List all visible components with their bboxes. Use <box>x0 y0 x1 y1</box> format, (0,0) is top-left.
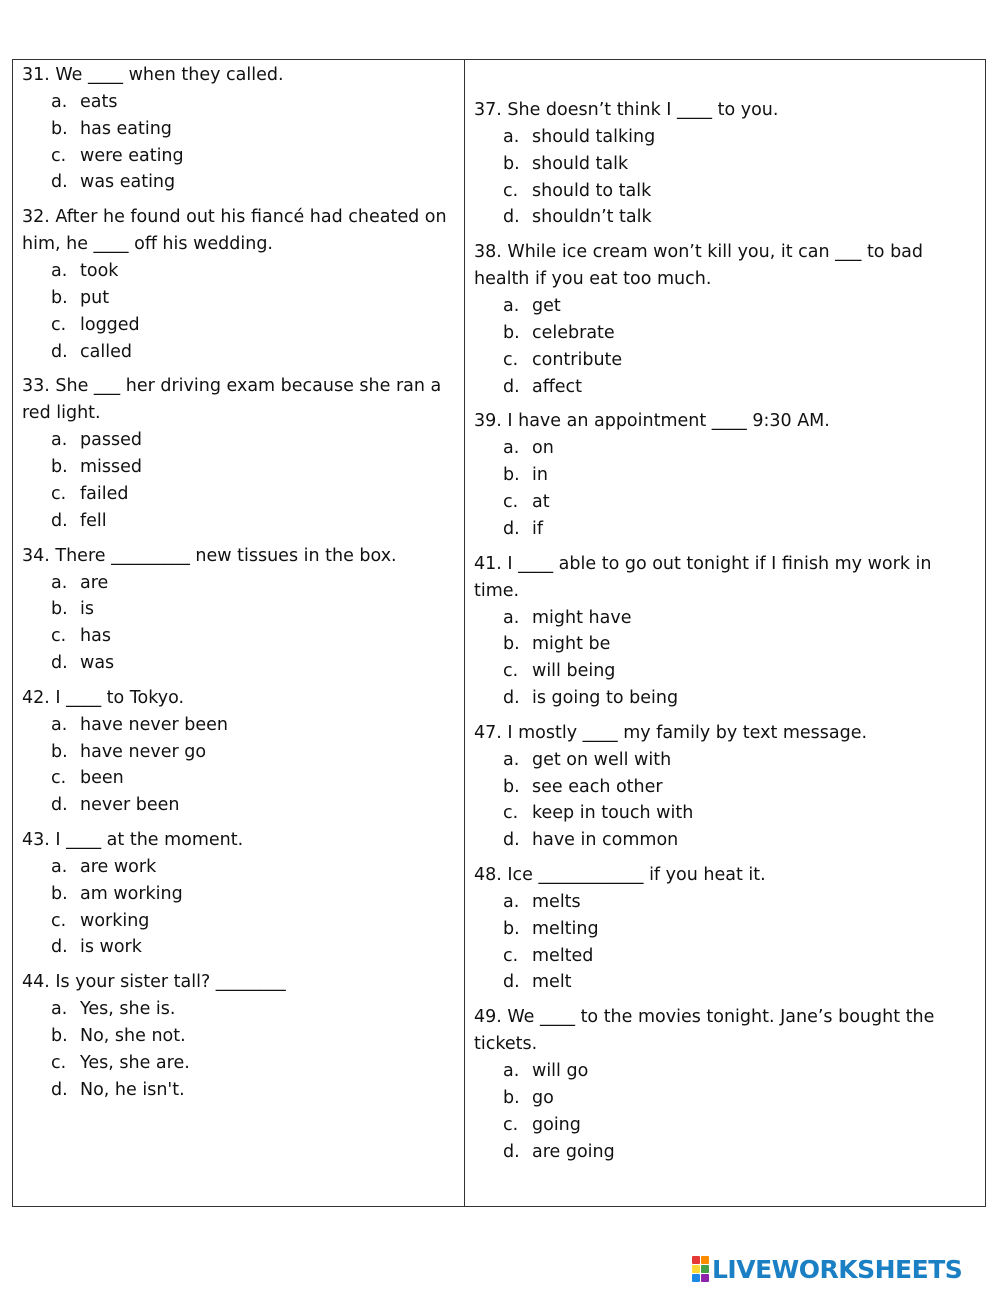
option-text: are going <box>532 1141 615 1162</box>
option-letter: a. <box>51 999 68 1020</box>
answer-option[interactable] <box>22 570 456 597</box>
option-text: failed <box>80 483 129 504</box>
option-letter: d. <box>51 937 68 958</box>
option-text: going <box>532 1114 581 1135</box>
answer-option[interactable] <box>22 258 456 285</box>
answer-option[interactable] <box>22 143 456 170</box>
answer-option[interactable] <box>22 508 456 535</box>
answer-option[interactable] <box>22 1050 456 1077</box>
question-block <box>22 204 456 365</box>
option-letter: d. <box>51 172 68 193</box>
answer-options <box>22 89 456 196</box>
answer-option[interactable] <box>474 462 973 489</box>
answer-option[interactable] <box>474 435 973 462</box>
option-letter: b. <box>51 741 68 762</box>
option-text: get <box>532 296 561 317</box>
answer-options <box>22 996 456 1103</box>
answer-option[interactable] <box>22 481 456 508</box>
answer-options <box>474 889 973 996</box>
option-letter: c. <box>503 661 519 682</box>
option-letter: a. <box>51 856 68 877</box>
answer-option[interactable] <box>474 1139 973 1166</box>
answer-option[interactable] <box>474 747 973 774</box>
option-text: will go <box>532 1061 589 1082</box>
option-text: have in common <box>532 830 679 851</box>
option-text: shouldn’t talk <box>532 207 652 228</box>
option-letter: c. <box>51 1052 67 1073</box>
option-letter: b. <box>51 457 68 478</box>
question-stem: 42. I ____ to Tokyo. <box>22 687 185 708</box>
option-text: No, he isn't. <box>80 1079 185 1100</box>
answer-option[interactable] <box>22 596 456 623</box>
question-stem: 34. There _________ new tissues in the box. <box>22 545 397 566</box>
option-text: is going to being <box>532 687 679 708</box>
answer-option[interactable] <box>22 116 456 143</box>
logo-square <box>701 1265 709 1273</box>
question-block <box>22 373 456 534</box>
answer-option[interactable] <box>22 623 456 650</box>
option-text: has eating <box>80 118 172 139</box>
option-letter: c. <box>51 483 67 504</box>
answer-option[interactable] <box>22 1077 456 1104</box>
option-letter: c. <box>51 314 67 335</box>
answer-option[interactable] <box>474 774 973 801</box>
question-block <box>474 862 973 996</box>
option-text: missed <box>80 457 143 478</box>
option-letter: a. <box>51 92 68 112</box>
answer-option[interactable] <box>474 1085 973 1112</box>
option-letter: d. <box>51 341 68 362</box>
option-letter: d. <box>503 687 520 708</box>
option-letter: a. <box>51 261 68 282</box>
answer-option[interactable] <box>22 996 456 1023</box>
answer-option[interactable] <box>22 650 456 677</box>
answer-option[interactable] <box>22 934 456 961</box>
answer-option[interactable] <box>474 178 973 205</box>
answer-options <box>22 570 456 677</box>
option-text: on <box>532 438 554 459</box>
option-letter: a. <box>51 572 68 593</box>
option-text: Yes, she are. <box>80 1052 190 1073</box>
option-text: eats <box>80 92 118 112</box>
option-letter: d. <box>503 972 520 993</box>
answer-option[interactable] <box>474 151 973 178</box>
answer-option[interactable] <box>474 374 973 401</box>
option-letter: c. <box>51 910 67 931</box>
answer-option[interactable] <box>22 1023 456 1050</box>
answer-option[interactable] <box>22 427 456 454</box>
answer-option[interactable] <box>474 347 973 374</box>
question-stem: 43. I ____ at the moment. <box>22 829 244 850</box>
option-text: are work <box>80 856 157 877</box>
option-letter: c. <box>503 803 519 824</box>
option-letter: c. <box>503 349 519 370</box>
option-text: affect <box>532 376 583 397</box>
answer-options <box>474 435 973 542</box>
option-text: is work <box>80 937 142 958</box>
option-text: melted <box>532 945 594 966</box>
option-letter: c. <box>51 768 67 789</box>
question-block <box>474 551 973 712</box>
worksheet-table <box>12 59 986 1207</box>
answer-option[interactable] <box>474 658 973 685</box>
option-text: might be <box>532 634 611 655</box>
answer-option[interactable] <box>22 89 456 116</box>
option-letter: c. <box>51 626 67 647</box>
option-text: melts <box>532 891 581 912</box>
option-letter: b. <box>503 776 520 797</box>
question-stem: 47. I mostly ____ my family by text message. <box>474 722 868 743</box>
answer-options <box>22 427 456 534</box>
answer-option[interactable] <box>474 1112 973 1139</box>
option-letter: d. <box>51 510 68 531</box>
option-letter: b. <box>51 287 68 308</box>
option-letter: b. <box>503 153 520 174</box>
question-block <box>474 720 973 854</box>
logo-square <box>701 1256 709 1264</box>
option-letter: b. <box>503 322 520 343</box>
option-text: melting <box>532 918 599 939</box>
option-text: should to talk <box>532 180 652 201</box>
answer-option[interactable] <box>22 854 456 881</box>
question-stem: 31. We ____ when they called. <box>22 65 284 85</box>
option-text: should talk <box>532 153 629 174</box>
option-text: go <box>532 1087 554 1108</box>
option-text: were eating <box>80 145 184 166</box>
answer-option[interactable] <box>474 293 973 320</box>
answer-option[interactable] <box>474 889 973 916</box>
option-text: called <box>80 341 132 362</box>
answer-option[interactable] <box>22 792 456 819</box>
answer-options <box>474 124 973 231</box>
question-block <box>474 97 973 231</box>
answer-option[interactable] <box>474 800 973 827</box>
question-stem: 37. She doesn’t think I ____ to you. <box>474 100 779 120</box>
option-text: contribute <box>532 349 623 370</box>
option-text: took <box>80 261 119 282</box>
option-text: fell <box>80 510 107 531</box>
option-letter: a. <box>503 607 520 628</box>
option-text: am working <box>80 883 183 904</box>
option-text: might have <box>532 607 632 628</box>
option-letter: a. <box>503 127 520 147</box>
option-letter: b. <box>503 1087 520 1108</box>
option-letter: c. <box>51 145 67 166</box>
option-letter: d. <box>503 376 520 397</box>
option-text: have never go <box>80 741 207 762</box>
option-letter: a. <box>503 749 520 770</box>
liveworksheets-logo <box>692 1256 962 1282</box>
answer-options <box>474 1058 973 1165</box>
option-text: melt <box>532 972 572 993</box>
option-text: put <box>80 287 110 308</box>
question-block <box>22 969 456 1103</box>
option-letter: a. <box>51 714 68 735</box>
answer-option[interactable] <box>474 489 973 516</box>
question-block <box>474 1004 973 1165</box>
option-text: No, she not. <box>80 1025 186 1046</box>
option-text: if <box>532 518 544 539</box>
option-letter: a. <box>51 430 68 451</box>
answer-options <box>22 854 456 961</box>
answer-option[interactable] <box>474 943 973 970</box>
option-text: in <box>532 465 548 486</box>
option-letter: d. <box>51 795 68 816</box>
logo-mark-icon <box>692 1256 709 1282</box>
answer-option[interactable] <box>474 827 973 854</box>
answer-option[interactable] <box>22 169 456 196</box>
answer-option[interactable] <box>22 712 456 739</box>
option-text: passed <box>80 430 142 451</box>
option-letter: b. <box>503 465 520 486</box>
option-letter: b. <box>51 883 68 904</box>
answer-option[interactable] <box>474 204 973 231</box>
option-letter: d. <box>503 830 520 851</box>
option-text: Yes, she is. <box>80 999 176 1020</box>
option-letter: c. <box>503 180 519 201</box>
question-stem: 33. She ___ her driving exam because she ran a red light. <box>22 376 442 424</box>
answer-option[interactable] <box>22 739 456 766</box>
option-text: are <box>80 572 109 593</box>
option-letter: c. <box>503 1114 519 1135</box>
logo-square <box>692 1256 700 1264</box>
logo-square <box>701 1274 709 1282</box>
option-text: never been <box>80 795 180 816</box>
option-text: keep in touch with <box>532 803 694 824</box>
question-block <box>22 543 456 677</box>
logo-square <box>692 1274 700 1282</box>
option-text: have never been <box>80 714 228 735</box>
right-column <box>465 60 985 1206</box>
logo-square <box>692 1265 700 1273</box>
left-column <box>13 60 465 1206</box>
option-text: been <box>80 768 124 789</box>
question-block <box>22 827 456 961</box>
option-letter: c. <box>503 945 519 966</box>
option-text: was <box>80 652 115 673</box>
option-letter: d. <box>503 1141 520 1162</box>
answer-options <box>22 258 456 365</box>
option-letter: b. <box>51 118 68 139</box>
option-letter: d. <box>503 518 520 539</box>
option-letter: d. <box>51 652 68 673</box>
option-text: working <box>80 910 150 931</box>
option-text: was eating <box>80 172 176 193</box>
option-text: should talking <box>532 127 656 147</box>
answer-option[interactable] <box>474 916 973 943</box>
option-text: is <box>80 599 94 620</box>
answer-option[interactable] <box>474 631 973 658</box>
option-letter: a. <box>503 296 520 317</box>
answer-option[interactable] <box>22 454 456 481</box>
option-letter: b. <box>51 599 68 620</box>
logo-text: LIVEWORKSHEETS <box>712 1254 963 1284</box>
answer-option[interactable] <box>474 516 973 543</box>
answer-option[interactable] <box>474 124 973 151</box>
answer-option[interactable] <box>474 605 973 632</box>
option-letter: a. <box>503 438 520 459</box>
question-stem: 44. Is your sister tall? ________ <box>22 972 286 993</box>
question-stem: 49. We ____ to the movies tonight. Jane’s bought the tickets. <box>474 1007 935 1055</box>
option-text: at <box>532 491 550 512</box>
option-text: will being <box>532 661 616 682</box>
option-text: logged <box>80 314 140 335</box>
question-stem: 38. While ice cream won’t kill you, it can ___ to bad health if you eat too much. <box>474 242 924 290</box>
answer-option[interactable] <box>22 908 456 935</box>
answer-options <box>22 712 456 819</box>
option-text: celebrate <box>532 322 615 343</box>
question-block <box>22 62 456 196</box>
answer-option[interactable] <box>474 685 973 712</box>
question-stem: 32. After he found out his fiancé had cheated on him, he ____ off his wedding. <box>22 207 447 255</box>
answer-option[interactable] <box>22 312 456 339</box>
question-stem: 39. I have an appointment ____ 9:30 AM. <box>474 411 830 432</box>
question-block <box>474 239 973 400</box>
answer-option[interactable] <box>22 285 456 312</box>
option-text: see each other <box>532 776 663 797</box>
option-letter: a. <box>503 1061 520 1082</box>
question-block <box>22 685 456 819</box>
answer-option[interactable] <box>474 969 973 996</box>
option-letter: b. <box>503 918 520 939</box>
question-stem: 48. Ice ____________ if you heat it. <box>474 864 766 885</box>
answer-option[interactable] <box>22 339 456 366</box>
answer-option[interactable] <box>474 320 973 347</box>
option-letter: c. <box>503 491 519 512</box>
option-letter: d. <box>503 207 520 228</box>
answer-option[interactable] <box>22 765 456 792</box>
option-letter: b. <box>51 1025 68 1046</box>
answer-option[interactable] <box>22 881 456 908</box>
option-letter: b. <box>503 634 520 655</box>
option-letter: a. <box>503 891 520 912</box>
answer-option[interactable] <box>474 1058 973 1085</box>
question-block <box>474 408 973 542</box>
option-letter: d. <box>51 1079 68 1100</box>
answer-options <box>474 747 973 854</box>
option-text: get on well with <box>532 749 672 770</box>
option-text: has <box>80 626 111 647</box>
answer-options <box>474 605 973 712</box>
answer-options <box>474 293 973 400</box>
question-stem: 41. I ____ able to go out tonight if I finish my work in time. <box>474 553 932 601</box>
